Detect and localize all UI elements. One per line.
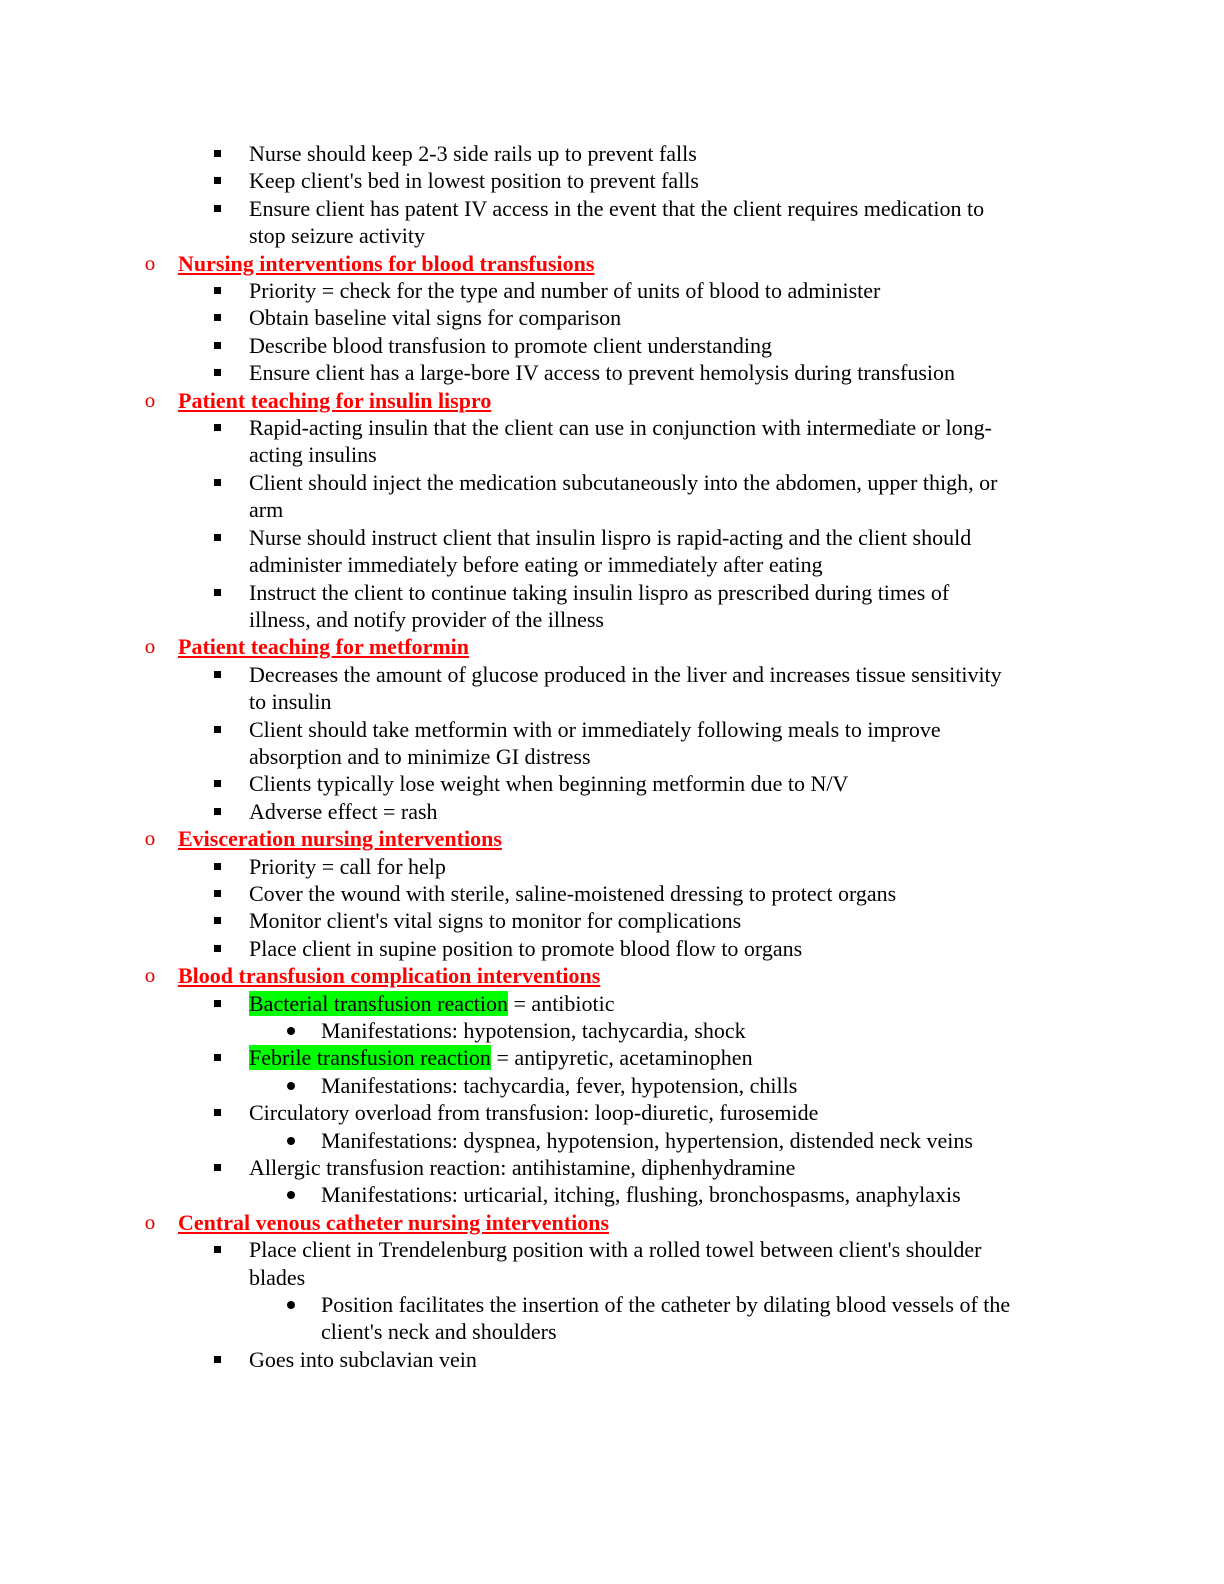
list-item: Client should inject the medication subcutaneously into the abdomen, upper thigh, or bbox=[0, 469, 1224, 496]
list-item-continuation: administer immediately before eating or immediately after eating bbox=[249, 552, 823, 578]
list-item: Cover the wound with sterile, saline-moistened dressing to protect organs bbox=[0, 880, 1224, 907]
section-heading-line bbox=[0, 1209, 1224, 1236]
sub-list-item: Manifestations: urticarial, itching, flushing, bronchospasms, anaphylaxis bbox=[0, 1181, 1224, 1208]
list-section bbox=[0, 633, 1224, 825]
list-item: Keep client's bed in lowest position to prevent falls bbox=[0, 167, 1224, 194]
sub-list-item: Manifestations: tachycardia, fever, hypotension, chills bbox=[0, 1072, 1224, 1099]
section-heading: Nursing interventions for blood transfusions bbox=[178, 250, 595, 276]
list-item: Client should take metformin with or immediately following meals to improve bbox=[0, 716, 1224, 743]
list-item: Febrile transfusion reaction = antipyretic, acetaminophen bbox=[0, 1044, 1224, 1071]
list-item-continuation: arm bbox=[249, 497, 284, 523]
list-item-continuation: to insulin bbox=[249, 689, 332, 715]
circle-bullet-icon: o bbox=[144, 1209, 156, 1234]
sub-list-item: Manifestations: dyspnea, hypotension, hypertension, distended neck veins bbox=[0, 1127, 1224, 1154]
list-item-continuation: illness, and notify provider of the illness bbox=[249, 606, 604, 632]
list-section bbox=[0, 825, 1224, 962]
circle-bullet-icon: o bbox=[144, 826, 156, 851]
sub-list-item: Manifestations: hypotension, tachycardia, shock bbox=[0, 1017, 1224, 1044]
list-section bbox=[0, 1209, 1224, 1373]
sub-list-item-continuation: client's neck and shoulders bbox=[321, 1319, 557, 1345]
circle-bullet-icon: o bbox=[144, 963, 156, 988]
list-item: Nurse should keep 2-3 side rails up to prevent falls bbox=[0, 140, 1224, 167]
circle-bullet-icon: o bbox=[144, 387, 156, 412]
list-item: Ensure client has patent IV access in the event that the client requires medication to bbox=[0, 195, 1224, 222]
document-body bbox=[0, 140, 1224, 1373]
list-item: Ensure client has a large-bore IV access to prevent hemolysis during transfusion bbox=[0, 359, 1224, 386]
highlighted-text: Febrile transfusion reaction bbox=[249, 1045, 491, 1071]
list-item: Monitor client's vital signs to monitor for complications bbox=[0, 907, 1224, 934]
list-item: Place client in supine position to promote blood flow to organs bbox=[0, 935, 1224, 962]
list-item: Place client in Trendelenburg position with a rolled towel between client's shoulder bbox=[0, 1236, 1224, 1263]
list-item: Goes into subclavian vein bbox=[0, 1346, 1224, 1373]
list-item-continuation: absorption and to minimize GI distress bbox=[249, 743, 591, 769]
circle-bullet-icon: o bbox=[144, 634, 156, 659]
list-item: Priority = call for help bbox=[0, 853, 1224, 880]
list-item: Bacterial transfusion reaction = antibiotic bbox=[0, 990, 1224, 1017]
list-item: Describe blood transfusion to promote client understanding bbox=[0, 332, 1224, 359]
list-item: Instruct the client to continue taking insulin lispro as prescribed during times of bbox=[0, 579, 1224, 606]
section-heading: Blood transfusion complication interventions bbox=[178, 963, 601, 989]
list-item-continuation: stop seizure activity bbox=[249, 223, 425, 249]
list-section bbox=[0, 962, 1224, 1209]
list-item: Circulatory overload from transfusion: loop-diuretic, furosemide bbox=[0, 1099, 1224, 1126]
list-item: Allergic transfusion reaction: antihistamine, diphenhydramine bbox=[0, 1154, 1224, 1181]
highlighted-text: Bacterial transfusion reaction bbox=[249, 990, 509, 1016]
sub-list-item: Position facilitates the insertion of the catheter by dilating blood vessels of the bbox=[0, 1291, 1224, 1318]
list-item: Clients typically lose weight when beginning metformin due to N/V bbox=[0, 770, 1224, 797]
list-section bbox=[0, 250, 1224, 387]
section-heading-line bbox=[0, 633, 1224, 660]
list-item-continuation: blades bbox=[249, 1264, 306, 1290]
list-section bbox=[0, 140, 1224, 250]
list-item: Decreases the amount of glucose produced in the liver and increases tissue sensitivity bbox=[0, 661, 1224, 688]
list-item-continuation: acting insulins bbox=[249, 442, 377, 468]
list-item: Adverse effect = rash bbox=[0, 798, 1224, 825]
list-item: Obtain baseline vital signs for comparison bbox=[0, 304, 1224, 331]
circle-bullet-icon: o bbox=[144, 250, 156, 275]
section-heading: Evisceration nursing interventions bbox=[178, 826, 502, 852]
section-heading-line bbox=[0, 962, 1224, 989]
section-heading: Central venous catheter nursing interventions bbox=[178, 1209, 610, 1235]
list-item: Nurse should instruct client that insulin lispro is rapid-acting and the client should bbox=[0, 524, 1224, 551]
section-heading-line bbox=[0, 825, 1224, 852]
section-heading-line bbox=[0, 387, 1224, 414]
list-section bbox=[0, 387, 1224, 634]
section-heading: Patient teaching for insulin lispro bbox=[178, 387, 492, 413]
section-heading-line bbox=[0, 250, 1224, 277]
section-heading: Patient teaching for metformin bbox=[178, 634, 470, 660]
list-item: Rapid-acting insulin that the client can use in conjunction with intermediate or long- bbox=[0, 414, 1224, 441]
list-item: Priority = check for the type and number of units of blood to administer bbox=[0, 277, 1224, 304]
